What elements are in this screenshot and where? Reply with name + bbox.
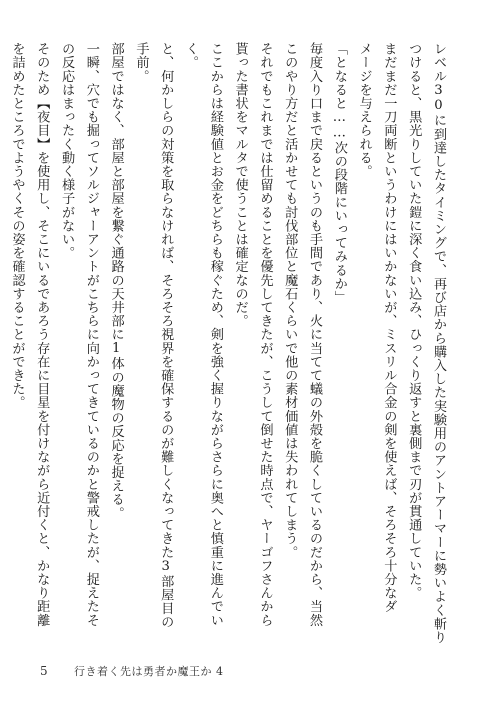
text-line: つけると、黒光りしていた鎧に深く食い込み、ひっくり返すと裏側まで刃が貫通していた。 [406, 42, 422, 600]
vertical-body-text [9, 42, 450, 644]
text-line: 毎度入り口まで戻るというのも手間であり、火に当てて蟻の外殻を脆くしているのだから、当然 [307, 42, 323, 627]
text-line: レベル30に到達したタイミングで、再び店から購入した実験用のアントアーマーに勢いよく斬り [431, 42, 446, 644]
text-line: それでもこれまでは仕留めることを優先してきたが、こうして倒せた時点で、ヤーゴフさんから [257, 42, 273, 627]
text-line: 手前。 [133, 42, 149, 83]
text-line: ここからは経験値とお金をどちらも稼ぐため、剣を強く握りながらさらに奥へと慎重に進んでい [207, 42, 223, 627]
text-line: 一瞬、穴でも掘ってソルジャーアントがこちらに向かってきているのかと警戒したが、捉えたそ [83, 42, 99, 627]
text-line: まだまだ一刀両断というわけにはいかないが、ミスリル合金の剣を使えば、そろそろ十分なダ [381, 42, 397, 614]
text-line: そのため【夜目】を使用し、そこにいるであろう存在に目星を付けながら近付くと、かなり距離 [34, 42, 50, 627]
page-number: 5 [40, 664, 48, 678]
text-line: と、何かしらの対策を取らなければ、そろそろ視界を確保するのが難しくなってきた3部屋目の [158, 42, 174, 629]
text-line: を詰めたところでようやくその姿を確認することができた。 [9, 42, 25, 410]
dialogue-line: 「となると……次の段階にいってみるか」 [331, 42, 347, 304]
text-line: メージを与えられる。 [356, 42, 372, 178]
text-line: く。 [183, 42, 199, 70]
page-footer [40, 663, 224, 679]
text-line: 貰った書状をマルタで使うことは確定なのだ。 [232, 42, 248, 328]
text-line: の反応はまったく動く様子がない。 [59, 42, 75, 260]
text-line: このやり方だと活かせても討伐部位と魔石くらいで他の素材価値は失われてしまう。 [282, 42, 298, 559]
text-line: 部屋ではなく、部屋と部屋を繋ぐ通路の天井部に1体の魔物の反応を捉える。 [108, 42, 124, 520]
book-title: 行き着く先は勇者か魔王か 4 [74, 665, 224, 678]
